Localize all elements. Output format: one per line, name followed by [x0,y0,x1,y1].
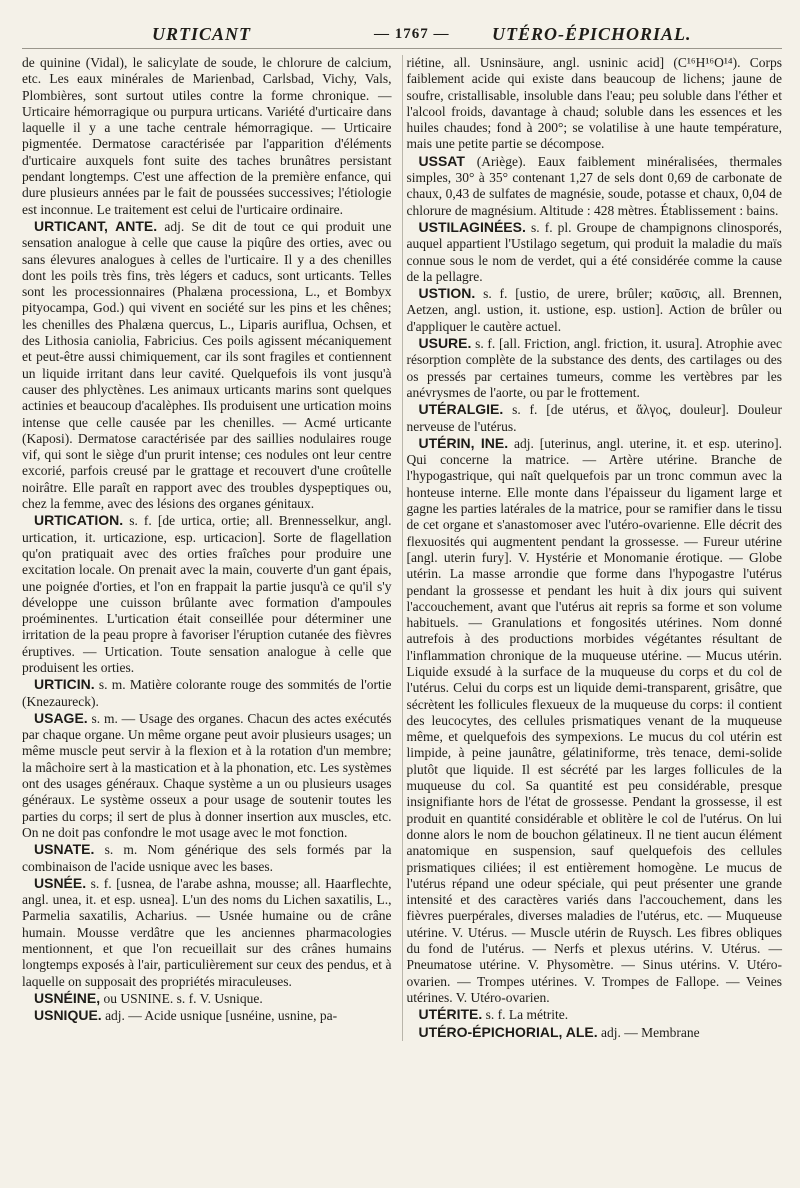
entry-text: s. m. Matière colorante rouge des sommités de l'ortie (Knezaureck). [22,677,392,709]
entry [22,875,392,990]
entry-text: ou USNINE. s. f. V. Usnique. [103,990,263,1006]
entry-text: s. f. [de utérus, et ἄλγος, douleur]. Douleur nerveuse de l'utérus. [406,402,783,434]
entry [407,285,783,335]
entry-text: adj. — Membrane [601,1024,700,1040]
entry [22,55,392,218]
entry [407,401,783,435]
entry-headword: USNATE. [34,841,95,858]
header-right-keyword: UTÉRO-ÉPICHORIAL. [492,24,692,44]
entry-headword: USAGE. [34,709,88,726]
entry-headword: USTILAGINÉES. [418,218,526,235]
entry-text: s. f. [de urtica, ortie; all. Brennesselkur, angl. urtication, it. urticazione, esp. urticacion]. Sorte de flagellation qu'on pratiquait avec des orties fraîches pour produire une excitation locale. On prenait avec la main, couverte d'un gant épais, une poignée d'orties, et l'on en frappait la partie jusqu'à ce qu'il s'y développe une cuisson brûlante avec formation d'ampoules proéminentes. L'urtication était conseillée pour déterminer une irritation de la peau propre à favoriser l'éruption cutanée des fièvres éruptives. — Urtication. Toute sensation analogue à celle que produisent les orties. [22,513,392,675]
right-column [403,55,783,1041]
entry-headword: UTÉRITE. [418,1006,483,1023]
entry-headword: UTÉRIN, INE. [418,434,509,451]
entry [22,676,392,710]
entry-headword: USNÉINE, [34,989,101,1006]
entry-text: adj. [uterinus, angl. uterine, it. et esp. uterino]. Qui concerne la matrice. — Artère utérine. Branche de l'hypogastrique, qui naît quelquefois par un tronc commun avec la honteuse interne. Elle monte dans l'épaisseur du ligament large et gagne les parties latérales de la matrice, pour se ramifier dans le tissu de cet organe et s'anastomoser avec l'utéro-ovarienne. Elle décrit des flexuosités qui augmentent pendant la grossesse. — Fureur utérine [angl. uterin fury]. V. Hystérie et Monomanie érotique. — Globe utérin. La masse arrondie que forme dans l'hypogastre l'utérus pendant la grossesse et pendant les huit à dix jours qui suivent l'accouchement, avant que l'utérus ait repris sa forme et son volume habituels. — Granulations et fongosités utérines. Nom donné autrefois à des productions morbides végétantes résultant de l'inflammation chronique de la muqueuse utérine. — Mucus utérin. Liquide exsudé à la surface de la muqueuse du corps et du col de l'utérus. Celui du corps est un liquide demi-transparent, grisâtre, que sécrètent les follicules flexueux de la muqueuse du corps: il contient des leucocytes, des cellules prismatiques venant de la muqueuse même, et quelquefois des sympexions. Le mucus du col utérin est limpide, à peine jaunâtre, gélatiniforme, très tenace, demi-solide plutôt que liquide. Il est sécrété par les larges follicules de la muqueuse du col. Sa quantité est peu considérable, presque insignifiante hors de l'état de grossesse. Pendant la grossesse, il est produit en quantité considérable et oblitère le col de l'utérus. On lui donne alors le nom de bouchon gélatineux. Il ne tient aucun élément anatomique en suspension, sauf quelquefois des cellules prismatiques ciliées; il est entièrement homogène. Le mucus de l'utérus répand une odeur spéciale, qui peut présenter une grande intensité et des caractères variés dans l'accouchement, dans les fièvres puerpérales, diverses maladies de l'utérus, etc. — Muqueuse utérine. V. Utérus. — Muscle utérin de Ruysch. Les fibres obliques du fond de l'utérus. — Nerfs et plexus utérins. V. Utérus. — Pneumatose utérine. V. Physomètre. — Sinus utérins. V. Utéro-ovarien. — Trompes utérines. V. Trompes de Fallope. — Veines utérines. V. Utéro-ovarien. [406,435,782,1005]
entry-text: s. f. [usnea, de l'arabe ashna, mousse; all. Haarflechte, angl. unea, it. et esp. usnea]. L'un des noms du Lichen saxatilis, L., Parmelia saxatilis, Acharius. — Usnée humaine ou de crâne humain. Mousse verdâtre que les anciennes pharmacologies mentionnent, et que l'on recueillait sur des crânes humains longtemps exposés à l'air, particulièrement sur ceux des pendus, et à laquelle on supposait des propriétés miraculeuses. [22,875,392,989]
entry-headword: USURE. [418,335,472,352]
entry-headword: URTICATION. [34,512,124,529]
running-header [22,14,782,49]
entry-text: s. m. — Usage des organes. Chacun des actes exécutés par chaque organe. Un même organe peut avoir plusieurs usages; un même muscle peut servir à la flexion et à la rotation d'un membre; la mâchoire sert à la mastication et à la phonation, etc. Les systèmes ont des usages généraux. Chaque système a un ou plusieurs usages généraux. Le système osseux a pour usage de soutenir toutes les parties du corps; il sert de plus à donner insertion aux muscles, etc. On ne doit pas confondre le mot usage avec le mot fonction. [22,710,392,840]
entry [22,990,392,1007]
page-number: — 1767 — [374,26,450,42]
entry-text: s. f. [all. Friction, angl. friction, it. usura]. Atrophie avec résorption complète de la substance des dents, des cartilages ou des os pressés par certaines tumeurs, comme les vertèbres par les anévrysmes de l'aorte, ou par le frottement. [406,336,783,400]
entry-text: riétine, all. Usninsäure, angl. usninic acid] (C¹⁶H¹⁶O¹⁴). Corps faiblement acide qui existe dans beaucoup de lichens; jaune de soufre, cristallisable, insoluble dans l'eau; peu soluble dans l'éther et l'alcool froids, davantage à chaud; soluble dans les essences et les huiles chaudes; fond à 200°; se volatilise à une haute température, mais une petite partie se décompose. [406,55,782,152]
entry [407,55,783,153]
entry [407,1006,783,1023]
entry-headword: UTÉRALGIE. [418,401,504,418]
entry [22,841,392,875]
entry-headword: UTÉRO-ÉPICHORIAL, ALE. [418,1023,598,1040]
entry-headword: URTICANT, ANTE. [34,217,158,234]
entry-text: adj. Se dit de tout ce qui produit une sensation analogue à celle que cause la piqûre des orties, avec ou sans élevures analogues à celles de l'urticaire. Il y a des chenilles dont les poils très fins, très légers et caducs, sont urticants. Telles sont les processionnaires (Phalæna processiona, L., et Bombyx pityocampa, God.) qui vivent en société sur les pins et les chênes; les chenilles des Phalæna quercus, L., Liparis auriflua, Ochsen, et des Lithosia caniolia, Fabricius. Ces poils agissent mécaniquement et peut-être aussi chimiquement, car ils sont fragiles et contiennent un liquide irritant dans leur cavité. Quelquefois ils vont jusqu'à causer des phlyctènes. Les animaux urticants marins sont quelques actinies et beaucoup d'acalèphes. Ils produisent une urtication moins intense que celle causée par les chenilles. — Acmé urticante (Kaposi). Dermatose caractérisée par des saillies nodulaires rouge vif, qui sont le siège d'un prurit intense; ces nodules ont leur centre excorié, parfois creusé par le grattage et recouvert d'une croûtelle noirâtre. Elle paraît en rapport avec des troubles dyspeptiques ou, chez la femme, avec des lésions des organes génitaux. [22,218,392,512]
entry [22,512,392,676]
entry-headword: URTICIN. [34,676,95,693]
entry-text: s. f. pl. Groupe de champignons clinosporés, auquel appartient l'Ustilago segetum, qui produit la maladie du maïs connue sous le nom de verdet, qui a été considérée comme la cause de la pellagre. [406,219,783,284]
entry [22,1007,392,1024]
entry [407,335,783,401]
entry-headword: USNÉE. [34,874,87,891]
entry-text: s. f. [ustio, de urere, brûler; καῦσις, all. Brennen, Aetzen, angl. ustion, it. ustione, esp. ustion]. Action de brûler ou d'appliquer le cautère actuel. [406,286,782,334]
entry-headword: USNIQUE. [34,1007,102,1024]
entry-text: (Ariège). Eaux faiblement minéralisées, thermales simples, 30° à 35° contenant 1,27 de sels dont 0,69 de carbonate de chaux, 0,43 de sulfates de magnésie, soude, potasse et chaux, 0,04 de chlorure de magnésium. Altitude : 428 mètres. Établissement : bains. [406,153,782,218]
entry-text: de quinine (Vidal), le salicylate de soude, le chlorure de calcium, etc. Les eaux minérales de Marienbad, Carlsbad, Vichy, Vals, Plombières, sont surtout utiles contre la forme chronique. — Urticaire hémorragique ou purpura urticans. Variété d'urticaire dans laquelle il y a une tache centrale hémorragique. — Urticaire pigmentée. Dermatose caractérisée par l'apparition d'éléments d'urticaire auxquels font suite des taches brunâtres persistant pendant longtemps. C'est une affection de la première enfance, qui dure plusieurs années par le fait de poussées successives; l'étiologie est inconnue. Le traitement est celui de l'urticaire ordinaire. [22,55,392,217]
entry-text: s. m. Nom générique des sels formés par la combinaison de l'acide usnique avec les bases. [22,842,392,874]
entry-headword: USTION. [418,285,476,302]
header-left-keyword: URTICANT [152,24,252,44]
entry-text: s. f. La métrite. [485,1007,569,1023]
entry-text: adj. — Acide usnique [usnéine, usnine, pa- [105,1008,338,1024]
entry [407,435,783,1006]
entry [22,710,392,841]
text-columns [22,55,782,1041]
left-column [22,55,403,1041]
entry [407,1024,783,1041]
entry [407,219,783,285]
entry [22,218,392,512]
entry-headword: USSAT [418,152,465,169]
entry [407,153,783,219]
